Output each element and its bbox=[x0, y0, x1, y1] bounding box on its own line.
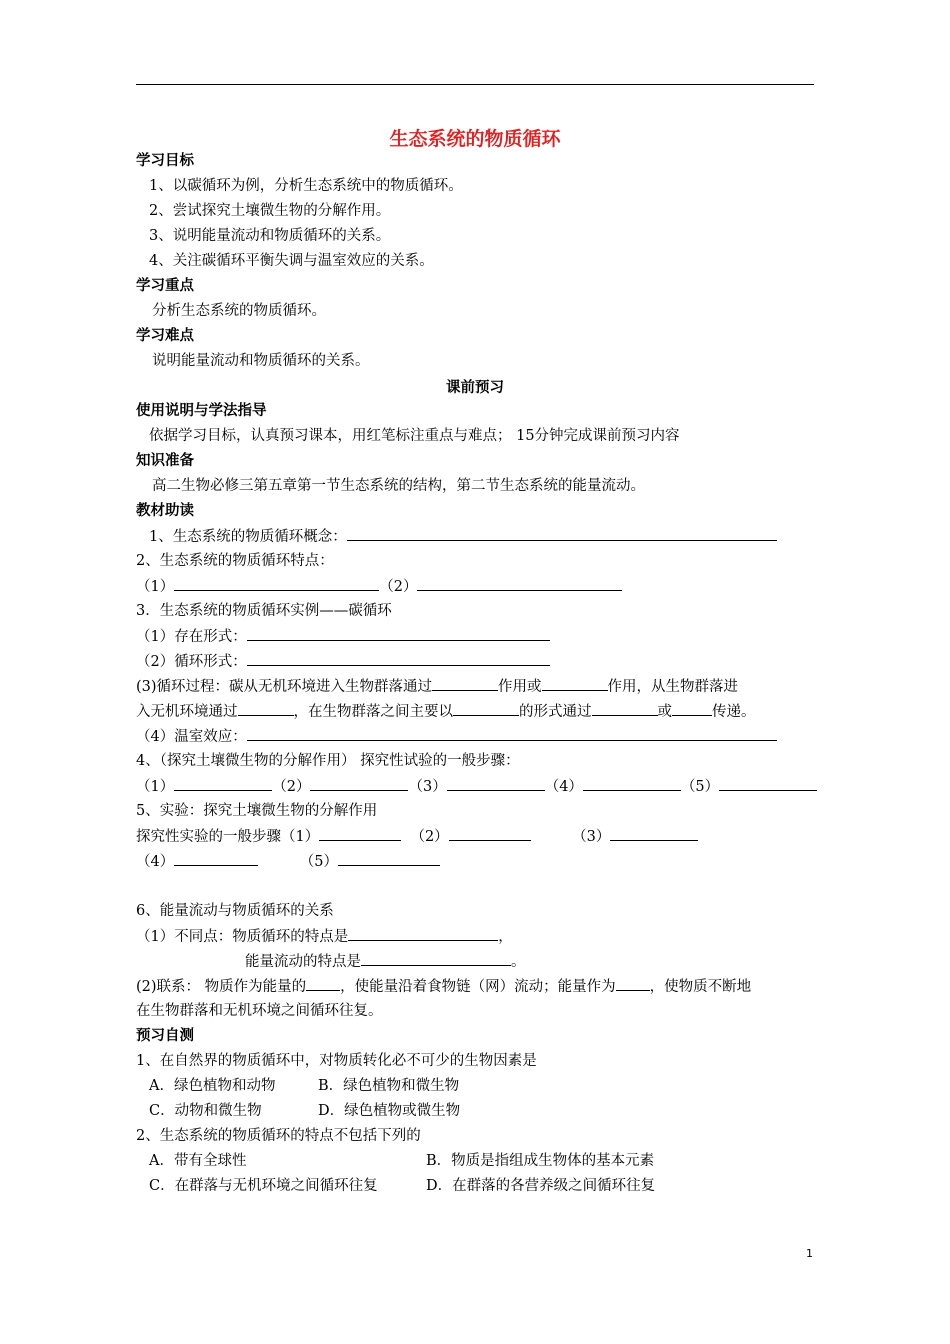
self-test-q2-option-c[interactable]: C．在群落与无机环境之间循环往复 bbox=[149, 1178, 378, 1194]
guide-text: 依据学习目标，认真预习课本，用红笔标注重点与难点； 15分钟完成课前预习内容 bbox=[149, 428, 680, 444]
answer-blank[interactable] bbox=[417, 576, 622, 591]
answer-blank[interactable] bbox=[319, 826, 401, 841]
reading-q3-4: （4）温室效应： bbox=[136, 726, 777, 747]
answer-blank[interactable] bbox=[238, 701, 294, 716]
answer-blank[interactable] bbox=[347, 526, 777, 541]
reading-q5-line2: （4） （5） bbox=[136, 851, 440, 872]
answer-blank[interactable] bbox=[174, 776, 272, 791]
self-test-q2: 2、生态系统的物质循环的特点不包括下列的 bbox=[136, 1128, 421, 1144]
reading-q5-line: 探究性实验的一般步骤（1） （2） （3） bbox=[136, 826, 698, 847]
answer-blank[interactable] bbox=[542, 676, 608, 691]
answer-blank[interactable] bbox=[672, 701, 712, 716]
difficulties-heading: 学习难点 bbox=[136, 328, 194, 344]
self-test-q1-option-a[interactable]: A．绿色植物和动物 bbox=[149, 1078, 276, 1094]
key-points-heading: 学习重点 bbox=[136, 278, 194, 294]
reading-q6: 6、能量流动与物质循环的关系 bbox=[136, 903, 334, 919]
objective-3: 3、说明能量流动和物质循环的关系。 bbox=[149, 228, 391, 244]
reading-q6-1b: 能量流动的特点是 。 bbox=[245, 951, 526, 972]
reading-q6-1a: （1）不同点：物质循环的特点是 ， bbox=[136, 926, 513, 947]
difficulties-text: 说明能量流动和物质循环的关系。 bbox=[152, 353, 370, 369]
answer-blank[interactable] bbox=[592, 701, 658, 716]
answer-blank[interactable] bbox=[361, 951, 511, 966]
answer-blank[interactable] bbox=[610, 826, 698, 841]
page-title: 生态系统的物质循环 bbox=[389, 128, 561, 150]
reading-q2: 2、生态系统的物质循环特点： bbox=[136, 553, 334, 569]
prep-heading: 知识准备 bbox=[136, 453, 194, 469]
reading-q5: 5、实验：探究土壤微生物的分解作用 bbox=[136, 803, 378, 819]
self-test-q2-option-b[interactable]: B．物质是指组成生物体的基本元素 bbox=[426, 1153, 655, 1169]
key-points-text: 分析生态系统的物质循环。 bbox=[152, 303, 326, 319]
header-rule bbox=[136, 84, 814, 85]
prep-text: 高二生物必修三第五章第一节生态系统的结构，第二节生态系统的能量流动。 bbox=[152, 478, 645, 494]
answer-blank[interactable] bbox=[449, 826, 531, 841]
page-number: 1 bbox=[806, 1247, 813, 1260]
reading-q1: 1、生态系统的物质循环概念： bbox=[149, 526, 777, 547]
self-test-heading: 预习自测 bbox=[136, 1028, 194, 1044]
answer-blank[interactable] bbox=[310, 776, 408, 791]
self-test-q1: 1、在自然界的物质循环中，对物质转化必不可少的生物因素是 bbox=[136, 1053, 537, 1069]
self-test-q1-option-b[interactable]: B．绿色植物和微生物 bbox=[318, 1078, 460, 1094]
answer-blank[interactable] bbox=[616, 976, 650, 991]
answer-blank[interactable] bbox=[338, 851, 440, 866]
answer-blank[interactable] bbox=[447, 776, 545, 791]
answer-blank[interactable] bbox=[174, 851, 258, 866]
answer-blank[interactable] bbox=[453, 701, 519, 716]
reading-q6-2: (2)联系： 物质作为能量的 ，使能量沿着食物链（网）流动；能量作为 ，使物质不断地 bbox=[136, 976, 751, 997]
answer-blank[interactable] bbox=[583, 776, 681, 791]
self-test-q2-option-d[interactable]: D．在群落的各营养级之间循环往复 bbox=[426, 1178, 656, 1194]
reading-q2-blanks: （1） （2） bbox=[136, 576, 622, 597]
objectives-heading: 学习目标 bbox=[136, 153, 194, 169]
objective-2: 2、尝试探究土壤微生物的分解作用。 bbox=[149, 203, 391, 219]
self-test-q1-option-d[interactable]: D．绿色植物或微生物 bbox=[318, 1103, 461, 1119]
reading-q4: 4、（探究土壤微生物的分解作用） 探究性试验的一般步骤： bbox=[136, 753, 520, 769]
reading-q3-2: （2）循环形式： bbox=[136, 651, 550, 672]
reading-q3: 3．生态系统的物质循环实例——碳循环 bbox=[136, 603, 392, 619]
self-test-q2-option-a[interactable]: A．带有全球性 bbox=[149, 1153, 247, 1169]
reading-q3-1: （1）存在形式： bbox=[136, 626, 550, 647]
answer-blank[interactable] bbox=[719, 776, 817, 791]
answer-blank[interactable] bbox=[348, 926, 498, 941]
self-test-q1-option-c[interactable]: C．动物和微生物 bbox=[149, 1103, 262, 1119]
answer-blank[interactable] bbox=[247, 626, 550, 641]
answer-blank[interactable] bbox=[247, 726, 777, 741]
answer-blank[interactable] bbox=[174, 576, 379, 591]
reading-q3-3-cont: 入无机环境通过 ，在生物群落之间主要以 的形式通过 或 传递。 bbox=[136, 701, 756, 722]
reading-heading: 教材助读 bbox=[136, 503, 194, 519]
objective-4: 4、关注碳循环平衡失调与温室效应的关系。 bbox=[149, 253, 434, 269]
answer-blank[interactable] bbox=[306, 976, 340, 991]
preview-title: 课前预习 bbox=[446, 380, 504, 396]
objective-1: 1、以碳循环为例，分析生态系统中的物质循环。 bbox=[149, 178, 463, 194]
reading-q6-2-cont: 在生物群落和无机环境之间循环往复。 bbox=[136, 1003, 383, 1019]
reading-q4-steps: （1） （2） （3） （4） （5） bbox=[136, 776, 817, 797]
reading-q3-3: (3)循环过程：碳从无机环境进入生物群落通过 作用或 作用，从生物群落进 bbox=[136, 676, 738, 697]
answer-blank[interactable] bbox=[432, 676, 498, 691]
answer-blank[interactable] bbox=[247, 651, 550, 666]
guide-heading: 使用说明与学法指导 bbox=[136, 403, 267, 419]
